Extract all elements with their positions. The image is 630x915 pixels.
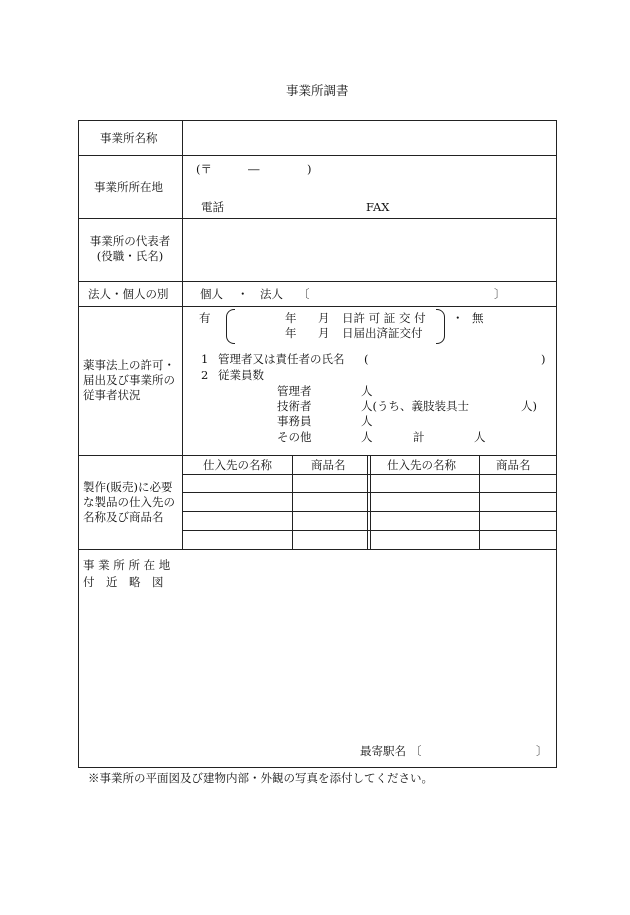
header-product-name-1: 商品名 (311, 458, 346, 472)
row-divider (78, 155, 557, 156)
fax-label: FAX (366, 200, 390, 214)
supplier-name-cell[interactable] (372, 476, 477, 491)
label-pharma-line: 従事者状況 (83, 388, 141, 402)
permit-day-label: 日許 可 証 交 付 (342, 311, 426, 325)
label-suppliers-line: 製作(販売)に必要 (83, 480, 173, 494)
label-office-address: 事業所所在地 (94, 180, 163, 194)
staff-unit: 人 (361, 384, 373, 398)
label-pharma-line: 届出及び事業所の (83, 373, 175, 387)
label-representative-line1: 事業所の代表者 (89, 234, 171, 248)
label-representative (78, 234, 182, 264)
supplier-name-cell[interactable] (372, 513, 477, 529)
station-bracket-open: 〔 (410, 744, 422, 758)
corporation-name-field[interactable] (314, 284, 492, 302)
row-divider (78, 306, 557, 307)
label-suppliers (78, 480, 187, 525)
postal-open: (〒 (196, 162, 212, 176)
map-drawing-area[interactable] (180, 552, 552, 732)
option-corporation[interactable]: 法人 (260, 287, 283, 301)
supplier-name-cell[interactable] (184, 494, 290, 510)
station-bracket-close: 〕 (536, 744, 548, 758)
office-name-field[interactable] (184, 122, 554, 154)
header-product-name-2: 商品名 (496, 458, 531, 472)
permit-month: 月 (318, 311, 330, 325)
staff-unit: 人 (361, 414, 373, 428)
nearest-station-field[interactable] (424, 742, 534, 759)
address-field[interactable] (196, 178, 552, 196)
fax-field[interactable] (392, 198, 552, 216)
postal-code-field-1[interactable] (214, 158, 244, 176)
phone-label: 電話 (201, 200, 224, 214)
permit-year: 年 (285, 311, 297, 325)
supplier-name-cell[interactable] (184, 476, 290, 491)
product-name-cell[interactable] (294, 476, 365, 491)
phone-field[interactable] (232, 198, 362, 216)
manager-name-field[interactable] (376, 350, 536, 366)
header-supplier-name-1: 仕入先の名称 (203, 458, 272, 472)
postal-close: ) (307, 162, 312, 176)
row-divider (78, 455, 557, 456)
staff-role-manager: 管理者 (277, 384, 312, 398)
notice-year: 年 (285, 326, 297, 340)
product-name-cell[interactable] (294, 532, 365, 548)
label-map-line1: 事 業 所 所 在 地 (83, 558, 171, 572)
product-name-cell[interactable] (481, 476, 554, 491)
supplier-col-line (292, 455, 293, 549)
row-divider (78, 549, 557, 550)
paren-right (436, 309, 445, 344)
separator-dot: ・ (237, 287, 249, 301)
supplier-name-cell[interactable] (372, 494, 477, 510)
label-representative-line2: (役職・氏名) (96, 249, 164, 263)
item1-paren-close: ) (541, 352, 546, 366)
staff-extra-unit: 人) (521, 399, 537, 413)
header-supplier-name-2: 仕入先の名称 (387, 458, 456, 472)
staff-unit: 人(うち、義肢装具士 (361, 399, 469, 413)
label-office-name: 事業所名称 (100, 131, 158, 145)
postal-code-field-2[interactable] (266, 158, 304, 176)
item1-paren-open: ( (364, 352, 369, 366)
label-pharma-line: 薬事法上の許可・ (83, 358, 175, 372)
item2-text: 従業員数 (218, 368, 264, 382)
supplier-col-line (370, 455, 371, 549)
option-no[interactable]: 無 (472, 311, 484, 325)
label-entity-type: 法人・個人の別 (88, 287, 169, 301)
label-pharma-status (78, 358, 187, 403)
label-suppliers-line: な製品の仕入先の (83, 495, 175, 509)
supplier-name-cell[interactable] (372, 532, 477, 548)
representative-field[interactable] (184, 220, 554, 280)
notice-day-label: 日届出済証交付 (342, 326, 423, 340)
staff-unit: 人 (361, 430, 373, 444)
bracket-close: 〕 (494, 287, 506, 301)
item1-number: 1 (201, 352, 209, 366)
bracket-open: 〔 (298, 287, 310, 301)
postal-dash: ― (248, 162, 260, 176)
staff-total-unit: 人 (474, 430, 486, 444)
row-divider (78, 281, 557, 282)
supplier-name-cell[interactable] (184, 513, 290, 529)
table-border-bottom (78, 767, 557, 768)
supplier-col-line (479, 455, 480, 549)
nearest-station-label: 最寄駅名 (360, 744, 406, 758)
product-name-cell[interactable] (481, 532, 554, 548)
notice-month: 月 (318, 326, 330, 340)
product-name-cell[interactable] (294, 513, 365, 529)
separator-dot: ・ (452, 311, 464, 325)
option-yes[interactable]: 有 (199, 311, 211, 325)
table-border-top (78, 120, 557, 121)
product-name-cell[interactable] (294, 494, 365, 510)
staff-total-label: 計 (413, 430, 425, 444)
staff-role-clerk: 事務員 (277, 414, 312, 428)
label-suppliers-line: 名称及び商品名 (83, 510, 164, 524)
supplier-col-line (367, 455, 368, 549)
item1-text: 管理者又は責任者の氏名 (218, 352, 345, 366)
paren-left (226, 309, 235, 344)
document-title: 事業所調書 (286, 83, 349, 98)
row-divider (78, 218, 557, 219)
staff-role-other: その他 (277, 430, 312, 444)
supplier-name-cell[interactable] (184, 532, 290, 548)
staff-role-technician: 技術者 (277, 399, 312, 413)
footnote: ※事業所の平面図及び建物内部・外観の写真を添付してください。 (88, 771, 433, 785)
item2-number: 2 (201, 368, 209, 382)
label-map-line2: 付 近 略 図 (83, 575, 164, 589)
product-name-cell[interactable] (481, 513, 554, 529)
option-individual[interactable]: 個人 (200, 287, 223, 301)
product-name-cell[interactable] (481, 494, 554, 510)
